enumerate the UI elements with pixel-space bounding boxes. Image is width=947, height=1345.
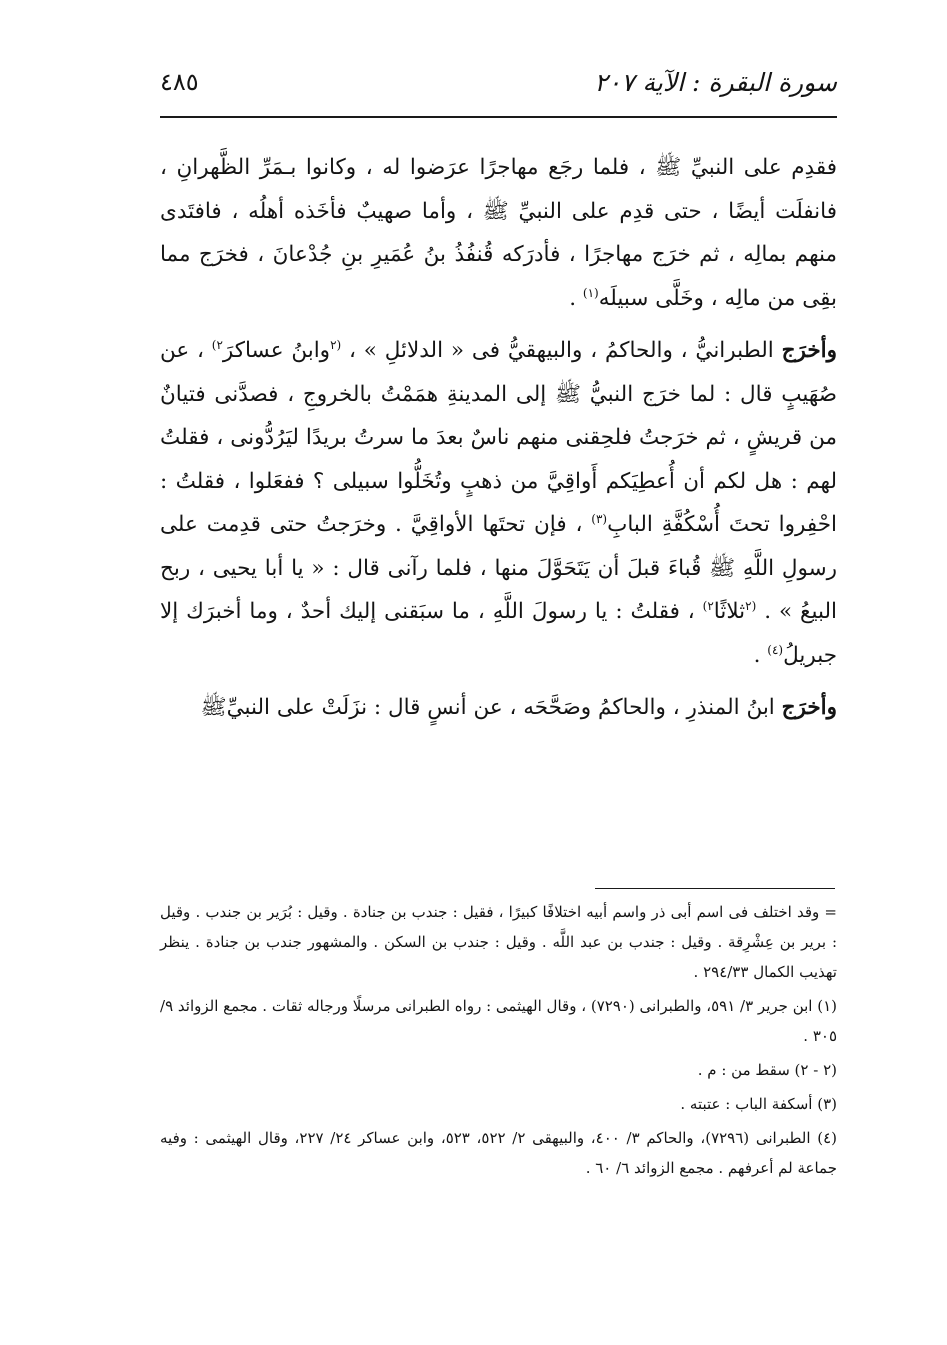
- footnote-ref-4: (٤): [767, 642, 784, 657]
- paragraph-2-lead: وأخرَج: [781, 338, 837, 363]
- paragraph-3-lead: وأخرَج: [781, 695, 837, 720]
- footnote-ref-2-close: ٢): [211, 337, 223, 352]
- footnote-ref-2-open: (٢: [330, 337, 342, 352]
- footnote-ref-1: (١): [582, 285, 599, 300]
- paragraph-3-text: ابنُ المنذرِ ، والحاكمُ وصَحَّحَه ، عن أنسٍ قال : نزَلَتْ على النبيِّ: [226, 695, 782, 720]
- footnote-separator: [595, 888, 835, 889]
- footnote-1: (١) ابن جرير ٣/ ٥٩١، والطبرانى (٧٢٩٠) ، وقال الهيثمى : رواه الطبرانى مرسلًا ورجاله ثقات . مجمع الزوائد ٩/ ٣٠٥ .: [160, 997, 837, 1045]
- paragraph-3-honorific: ﷺ: [200, 695, 227, 720]
- paragraph-2-text-d: ، فإن تحتَها الأواقِيَّ . وخرَجتُ حتى قدِمت على رسولِ اللَّهِ ﷺ قُباءَ قبلَ أن يَتَحَوَّلَ منها ، فلما رآنى قال : « يا أبا يحيى ، ربح البيعُ » .: [160, 512, 837, 624]
- paragraph-1-end: .: [569, 285, 583, 311]
- paragraph-2-text-a: الطبرانيُّ ، والحاكمُ ، والبيهقيُّ فى « الدلائلِ » ،: [341, 338, 782, 363]
- paragraph-1-text: فقدِم على النبيِّ ﷺ ، فلما رجَع مهاجرًا عرَضوا له ، وكانوا بـمَرِّ الظَّهرانِ ، فانفلَت أيضًا ، حتى قدِم على النبيِّ ﷺ ، وأما صهيبٌ فأخَذه أهلُه ، فافتَدى منهم بمالِه ، ثم خرَج مهاجرًا ، فأدرَكه قُنفُذُ بنُ عُمَيرِ بنِ جُدْعانَ ، فخرَج مما بقِى من مالِه ، وخَلَّى سبيلَه: [160, 155, 837, 311]
- paragraph-2-text-f: ، فقلتُ : يا رسولَ اللَّهِ ، ما سبَقنى إليك أحدٌ ، وما أخبرَك إلا جبريلُ: [160, 599, 837, 668]
- paragraph-2-end: .: [753, 642, 768, 668]
- paragraph-2-text-e: ثلاثًا: [713, 599, 746, 624]
- running-title: سورة البقرة : الآية ٢٠٧: [594, 67, 837, 97]
- running-header: [160, 62, 837, 102]
- page-number: ٤٨٥: [160, 68, 199, 96]
- footnote-ref-2b-open: (٢: [745, 598, 757, 613]
- paragraph-1: [160, 146, 837, 320]
- footnote-2: (٢ - ٢) سقط من : م .: [697, 1061, 837, 1079]
- footnote-continued: = وقد اختلف فى اسم أبى ذر واسم أبيه اختلافًا كبيرًا ، فقيل : جندب بن جنادة . وقيل : بُرَير بن جندب . وقيل : برير بن عِشْرِقة . وقيل : جندب بن عبد اللَّه . وقيل : جندب بن السكن . والمشهور جندب بن جنادة . ينظر تهذيب الكمال ٢٩٤/٣٣ .: [160, 903, 837, 981]
- paragraph-3: [160, 686, 837, 730]
- footnote-4: (٤) الطبرانى (٧٢٩٦)، والحاكم ٣/ ٤٠٠، والبيهقى ٢/ ٥٢٢، ٥٢٣، وابن عساكر ٢٤/ ٢٢٧، وقال الهيثمى : وفيه جماعة لم أعرفهم . مجمع الزوائد ٦/ ٦٠ .: [160, 1129, 837, 1177]
- footnote-3: (٣) أسكفة الباب : عتبته .: [680, 1095, 837, 1113]
- paragraph-2: [160, 329, 837, 677]
- header-rule: [160, 116, 837, 118]
- main-text: [160, 146, 837, 730]
- footnote-ref-3: (٣): [591, 511, 608, 526]
- footnote-ref-2b-close: ٢): [702, 598, 714, 613]
- paragraph-2-text-b: وابنُ عساكرَ: [222, 338, 331, 363]
- paragraph-2-text-c: ، عن صُهَيبٍ قال : لما خرَج النبيُّ ﷺ إلى المدينةِ همَمْتُ بالخروجِ ، فصدَّنى فتيانٌ من قريشٍ ، ثم خرَجتُ فلحِقنى منهم ناسٌ بعدَ ما سرتُ بريدًا ليَرُدُّونى ، فقلتُ لهم : هل لكم أن أُعطِيَكم أَواقِيَّ من ذهبٍ وتُخَلُّوا سبيلى ؟ ففعَلوا ، فقلتُ : احْفِروا تحتَ أُسْكُفَّةِ البابِ: [160, 338, 837, 537]
- footnotes: [160, 897, 837, 1187]
